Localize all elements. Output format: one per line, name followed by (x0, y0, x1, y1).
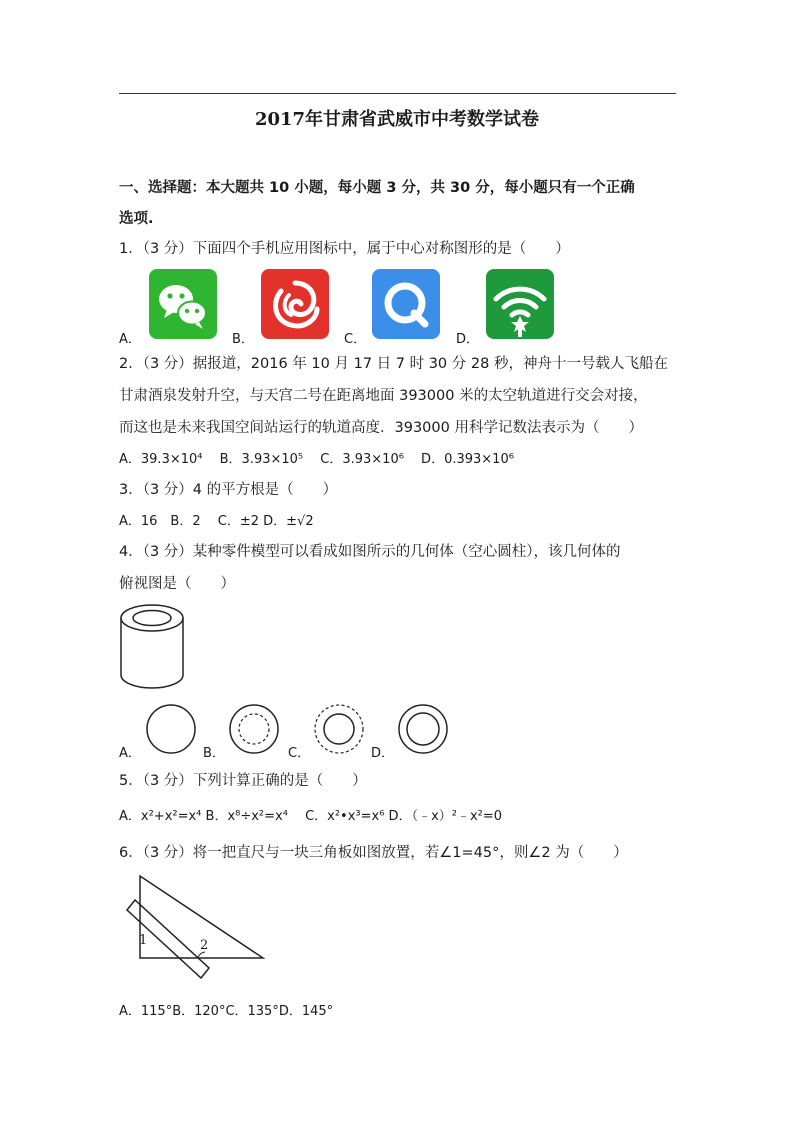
q6-options: A．115°B．120°C．135°D．145° (119, 1004, 334, 1019)
ruler-triangle-figure (115, 872, 270, 980)
wifi-tower-icon (486, 269, 554, 339)
q4-option-b-label: B． (203, 746, 225, 761)
q3-options: A．16 B．2 C．±2 D．±√2 (119, 514, 314, 529)
top-rule (119, 93, 676, 94)
q2-line-3: 而这也是未来我国空间站运行的轨道高度．393000 用科学记数法表示为（ ） (119, 420, 643, 436)
q1-stem: 1．（3 分）下面四个手机应用图标中，属于中心对称图形的是（ ） (119, 241, 570, 257)
q4-option-c-label: C． (288, 746, 311, 761)
weibo-swirl-icon (261, 269, 329, 339)
q1-option-c-label: C． (344, 332, 367, 347)
q4-line-1: 4．（3 分）某种零件模型可以看成如图所示的几何体（空心圆柱），该几何体的 (119, 544, 621, 560)
q2-options: A．39.3×10⁴ B．3.93×10⁵ C．3.93×10⁶ D．0.393×10⁶ (119, 452, 514, 467)
wechat-icon (149, 269, 217, 339)
q6-stem: 6．（3 分）将一把直尺与一块三角板如图放置，若∠1=45°，则∠2 为（ ） (119, 845, 628, 861)
q3-stem: 3．（3 分）4 的平方根是（ ） (119, 482, 338, 498)
search-q-icon (372, 269, 440, 339)
section-heading-cont: 选项. (119, 211, 154, 227)
q5-options: A．x²+x²=x⁴ B．x⁸÷x²=x⁴ C．x²•x³=x⁶ D．（﹣x）²﹣x²=0 (119, 809, 503, 824)
q1-option-a-label: A． (119, 332, 141, 347)
q1-option-b-label: B． (232, 332, 254, 347)
q4-option-a-label: A． (119, 746, 141, 761)
q4-line-2: 俯视图是（ ） (119, 576, 235, 592)
circle-dashed-outer-figure (312, 702, 366, 756)
page-title: 2017年甘肃省武威市中考数学试卷 (254, 109, 540, 130)
angle-2-label: 2 (200, 938, 209, 953)
q1-option-d-label: D． (456, 332, 480, 347)
section-heading: 一、选择题：本大题共 10 小题，每小题 3 分，共 30 分，每小题只有一个正确 (119, 180, 635, 196)
q4-option-d-label: D． (371, 746, 395, 761)
q2-line-1: 2．（3 分）据报道，2016 年 10 月 17 日 7 时 30 分 28 秒，神舟十一号载人飞船在 (119, 356, 668, 372)
concentric-circles-figure (396, 702, 450, 756)
q2-line-2: 甘肃酒泉发射升空，与天宫二号在距离地面 393000 米的太空轨道进行交会对接， (119, 388, 648, 404)
hollow-cylinder-figure (116, 600, 188, 692)
circle-dashed-inner-figure (227, 702, 281, 756)
single-circle-figure (144, 702, 198, 756)
q5-stem: 5．（3 分）下列计算正确的是（ ） (119, 773, 367, 789)
angle-1-label: 1 (139, 933, 148, 948)
